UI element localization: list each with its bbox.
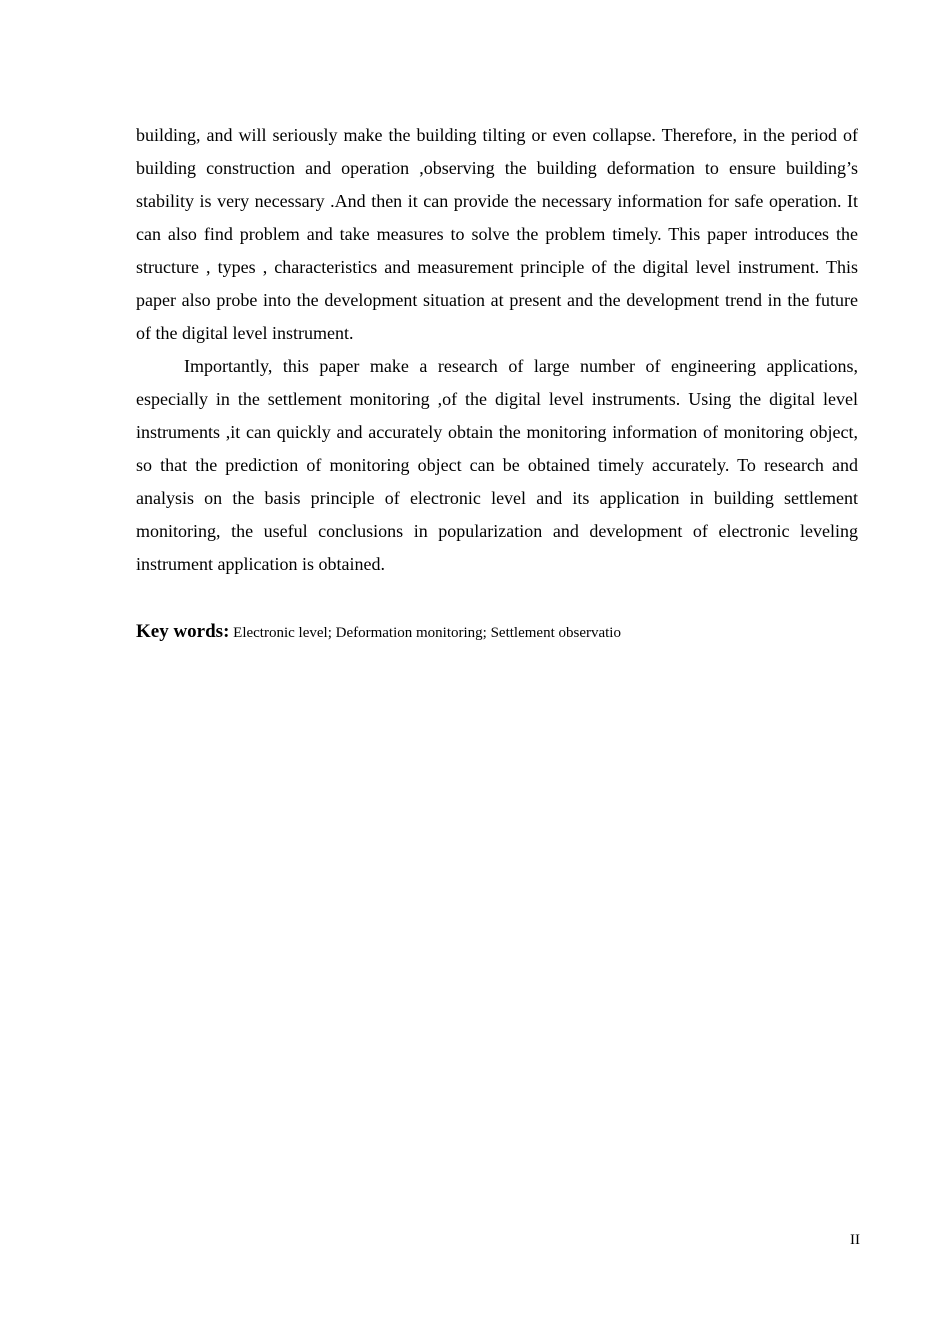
abstract-paragraph-2: Importantly, this paper make a research of large number of engineering applications, especially in the settlement monitoring ,of the digital level instruments. Using the digital level instruments ,it can quickly and accurately obtain the monitoring information of monitoring object, so that the prediction of monitoring object can be obtained timely accurately. To research and analysis on the basis principle of electronic level and its application in building settlement monitoring, the useful conclusions in popularization and development of electronic leveling instrument application is obtained. (136, 356, 858, 574)
keywords-text: Electronic level; Deformation monitoring; Settlement observatio (233, 625, 621, 641)
keywords-label: Key words: (136, 621, 230, 642)
keywords-line (136, 618, 858, 647)
page-number: II (850, 1232, 860, 1248)
abstract-paragraph-1: building, and will seriously make the building tilting or even collapse. Therefore, in the period of building construction and operation ,observing the building deformation to ensure building’s stability is very necessary .And then it can provide the necessary information for safe operation. It can also find problem and take measures to solve the problem timely. This paper introduces the structure , types , characteristics and measurement principle of the digital level instrument. This paper also probe into the development situation at present and the development trend in the future of the digital level instrument. (136, 125, 858, 343)
abstract-body (136, 119, 858, 581)
